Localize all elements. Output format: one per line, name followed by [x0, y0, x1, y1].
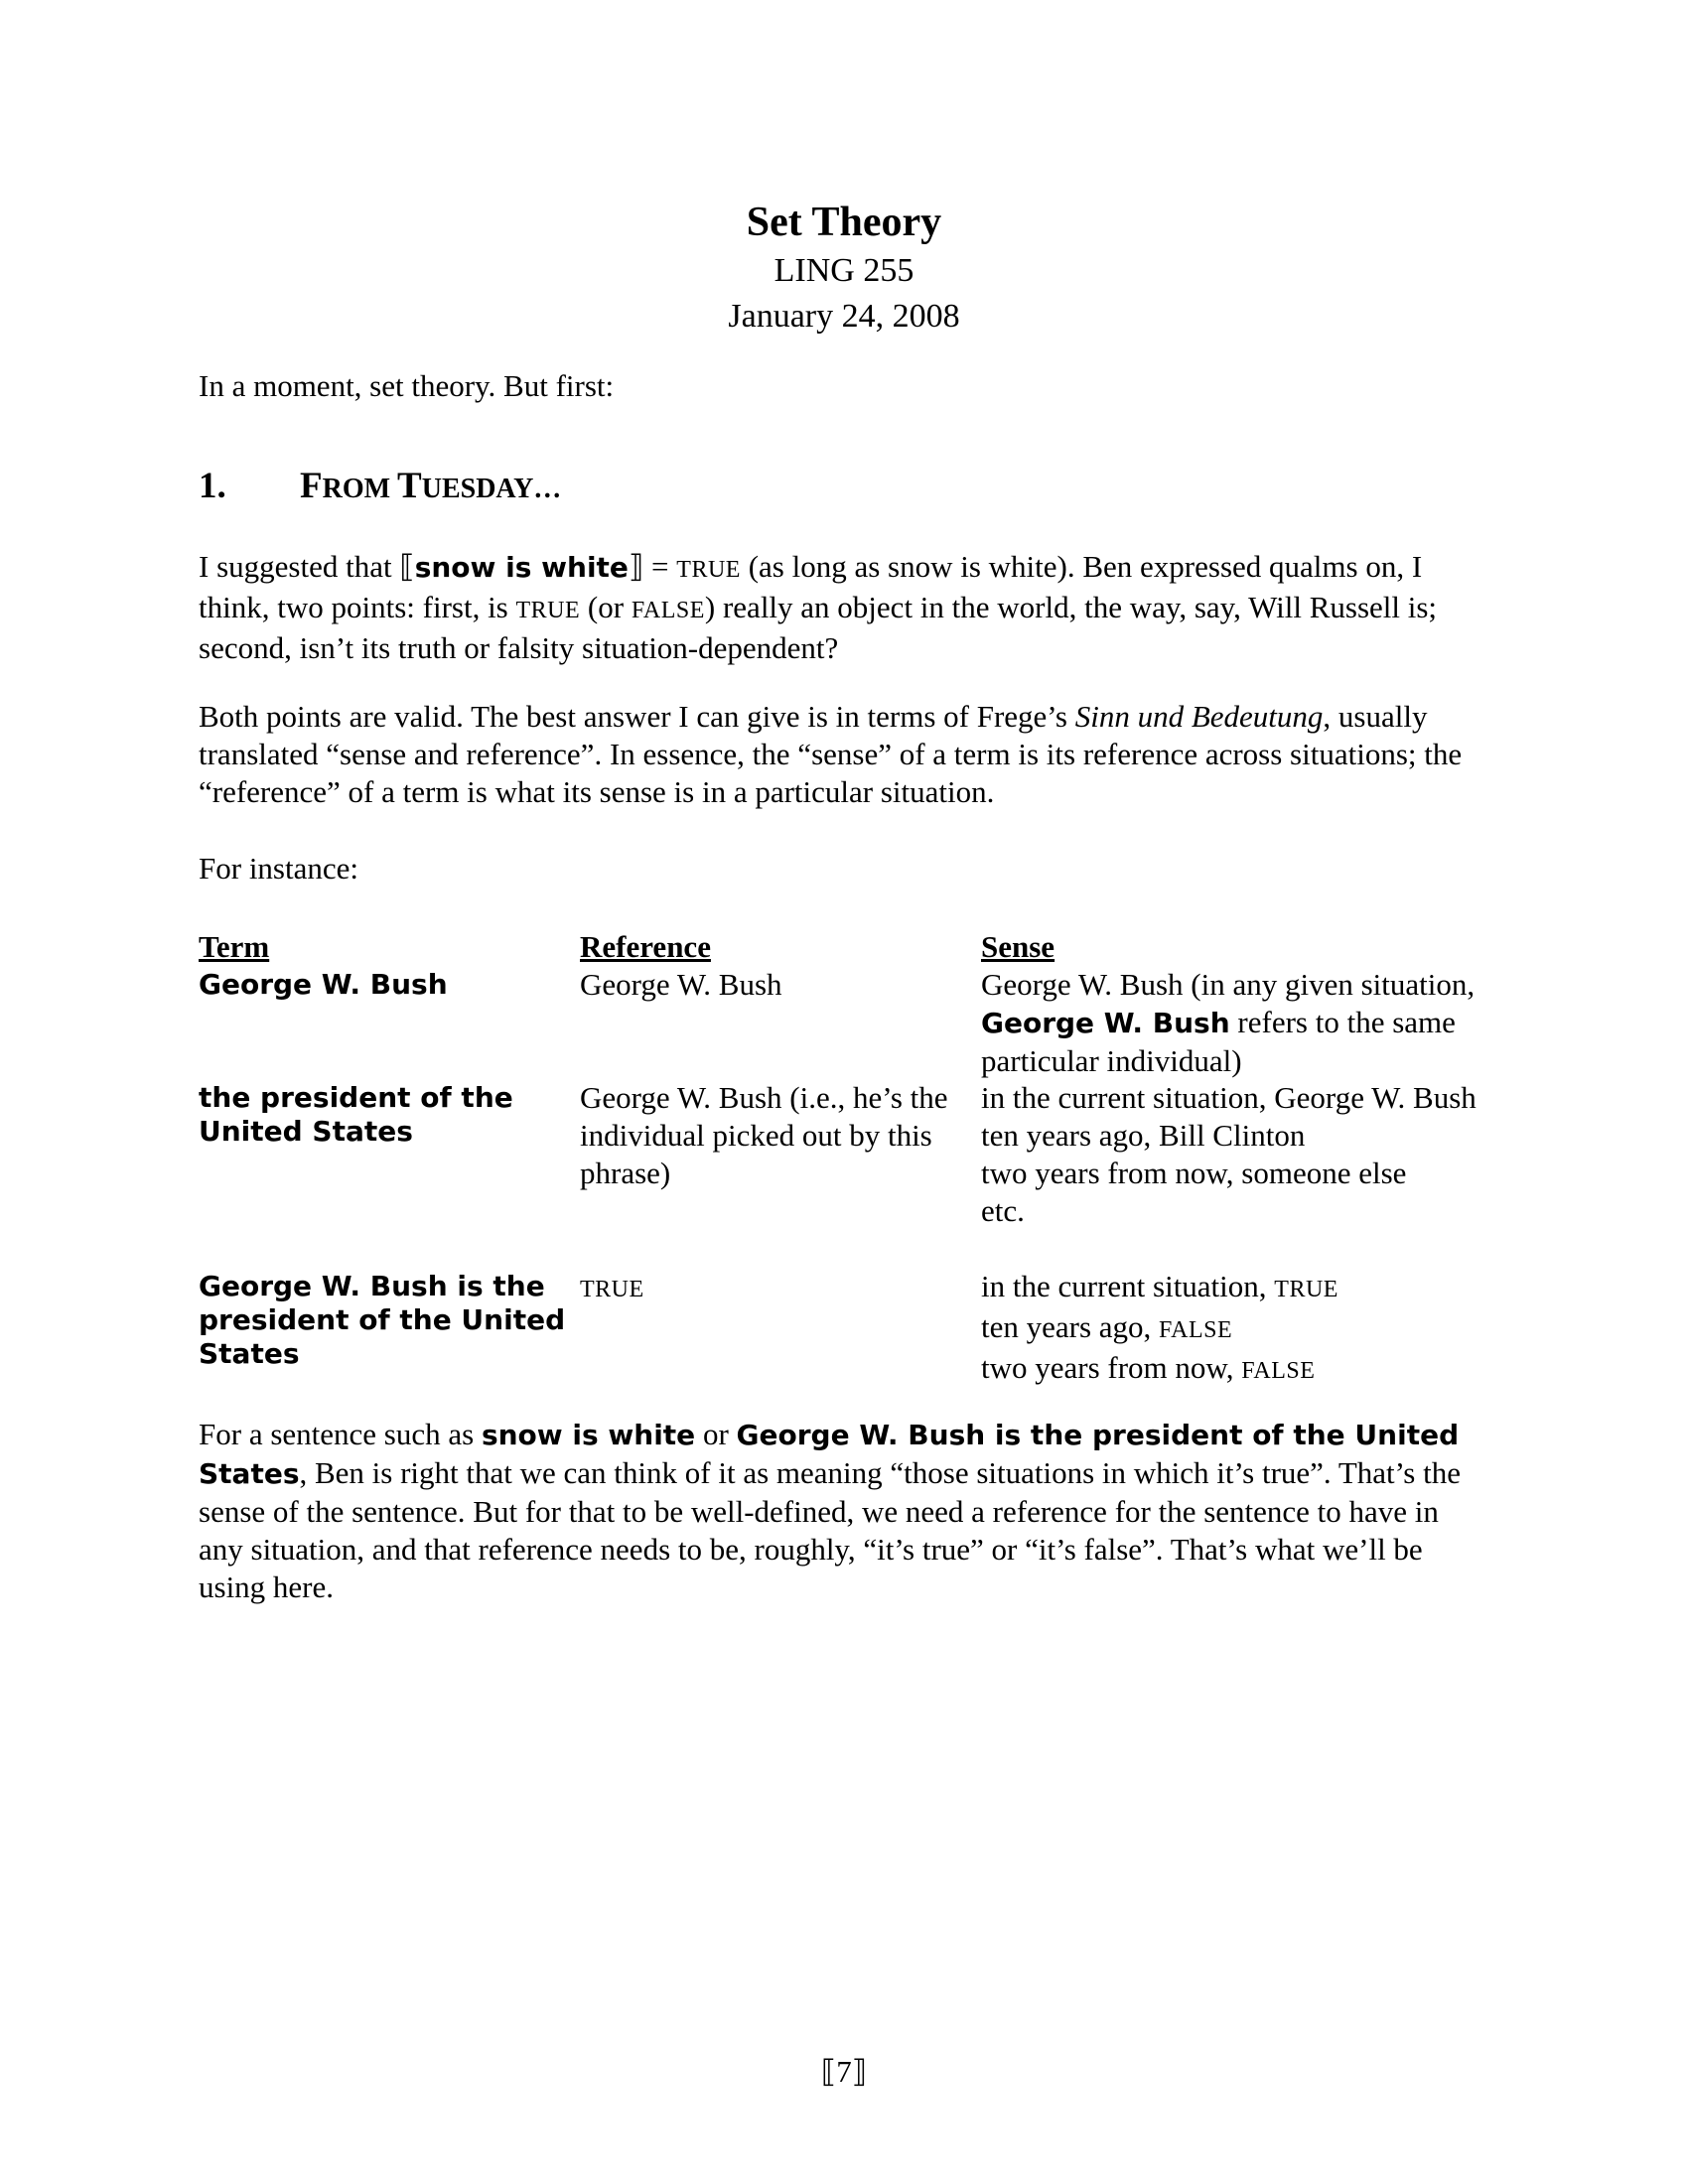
paragraph-1	[199, 548, 1489, 667]
para1-true-2: TRUE	[515, 598, 581, 623]
row1-sense-bold: George W. Bush	[981, 1007, 1230, 1039]
row2-sense-line: ten years ago, Bill Clinton	[981, 1118, 1306, 1153]
denotation-open-bracket: ⟦	[399, 549, 415, 584]
section-heading-cap-2: T	[397, 466, 422, 506]
section-heading-rest-2: UESDAY…	[421, 474, 562, 504]
para1-text-c: (as long as snow is white). Ben expressed qualms on, I think, two points: first, is	[199, 549, 1423, 624]
para2-text-a: Both points are valid. The best answer I can give is in terms of Frege’s	[199, 699, 1075, 734]
section-number: 1.	[199, 466, 226, 506]
row3-reference	[580, 1268, 967, 1308]
row2-sense-line: etc.	[981, 1193, 1025, 1228]
para1-text-d: (or	[580, 590, 632, 624]
row3-sense3-value: FALSE	[1241, 1358, 1316, 1384]
para1-term: snow is white	[414, 551, 629, 584]
row2-sense	[981, 1079, 1489, 1230]
row3-sense1-text: in the current situation,	[981, 1269, 1275, 1303]
document-title: Set Theory	[746, 200, 942, 245]
document-date: January 24, 2008	[728, 298, 960, 335]
course-code: LING 255	[774, 252, 914, 289]
row3-term: George W. Bush is the president of the United States	[199, 1270, 566, 1370]
paragraph-2	[199, 698, 1489, 811]
page-number-open-bracket: ⟦	[820, 2054, 837, 2089]
paragraph-3: For instance:	[199, 851, 358, 886]
para1-text-b: =	[643, 549, 677, 584]
section-heading-rest-1: ROM	[322, 474, 398, 504]
page-number-close-bracket: ⟧	[851, 2054, 868, 2089]
row3-sense-line	[981, 1268, 1489, 1308]
row3-sense-line	[981, 1349, 1489, 1390]
page-number	[0, 2053, 1688, 2091]
page-number-value: 7	[836, 2054, 852, 2089]
section-heading-cap-1: F	[300, 466, 323, 506]
column-header-sense: Sense	[981, 929, 1055, 964]
row1-reference: George W. Bush	[580, 967, 782, 1002]
row1-term: George W. Bush	[199, 968, 448, 1001]
section-heading	[199, 464, 561, 512]
para2-italic: Sinn und Bedeutung	[1074, 699, 1324, 734]
denotation-close-bracket: ⟧	[628, 549, 644, 584]
row3-reference-value: TRUE	[580, 1277, 644, 1302]
paragraph-4	[199, 1416, 1489, 1606]
row1-sense-b: refers to the same particular individual)	[981, 1005, 1456, 1078]
para1-false-1: FALSE	[631, 598, 705, 623]
para4-bold-1: snow is white	[481, 1419, 696, 1451]
para4-text-a: For a sentence such as	[199, 1417, 482, 1451]
row3-sense3-text: two years from now,	[981, 1350, 1242, 1385]
para1-text-e: ) really an object in the world, the way, say, Will Russell is; second, isn’t its truth or falsity situation-dependent?	[199, 590, 1438, 665]
row2-sense-line: two years from now, someone else	[981, 1156, 1407, 1190]
para1-text-a: I suggested that	[199, 549, 400, 584]
row2-reference: George W. Bush (i.e., he’s the individual picked out by this phrase)	[580, 1080, 948, 1190]
para2-text-b: , usually translated “sense and reference”. In essence, the “sense” of a term is its reference across situations; the “reference” of a term is what its sense is in a particular situation.	[199, 699, 1463, 809]
column-header-term: Term	[199, 929, 270, 964]
row2-sense-line: in the current situation, George W. Bush	[981, 1080, 1477, 1115]
row2-term: the president of the United States	[199, 1081, 513, 1148]
para4-bold-2: George W. Bush is the president of the United States	[199, 1419, 1460, 1490]
intro-paragraph: In a moment, set theory. But first:	[199, 368, 615, 403]
column-header-reference: Reference	[580, 929, 711, 964]
row3-sense	[981, 1268, 1489, 1390]
row3-sense-line	[981, 1308, 1489, 1349]
row3-sense2-value: FALSE	[1159, 1317, 1233, 1343]
row3-sense2-text: ten years ago,	[981, 1309, 1160, 1344]
row1-sense-a: George W. Bush (in any given situation,	[981, 967, 1476, 1002]
title-block	[0, 197, 1688, 340]
para4-text-c: , Ben is right that we can think of it as meaning “those situations in which it’s true”. That’s the sense of the sentence. But for that to be well-defined, we need a reference for the sentence to have in any situation, and that reference needs to be, roughly, “it’s true” or “it’s false”. That’s what we’ll be using here.	[199, 1455, 1461, 1604]
row1-sense	[981, 966, 1489, 1080]
row3-sense1-value: TRUE	[1274, 1277, 1338, 1302]
para4-text-b: or	[695, 1417, 737, 1451]
para1-true-1: TRUE	[676, 557, 741, 583]
